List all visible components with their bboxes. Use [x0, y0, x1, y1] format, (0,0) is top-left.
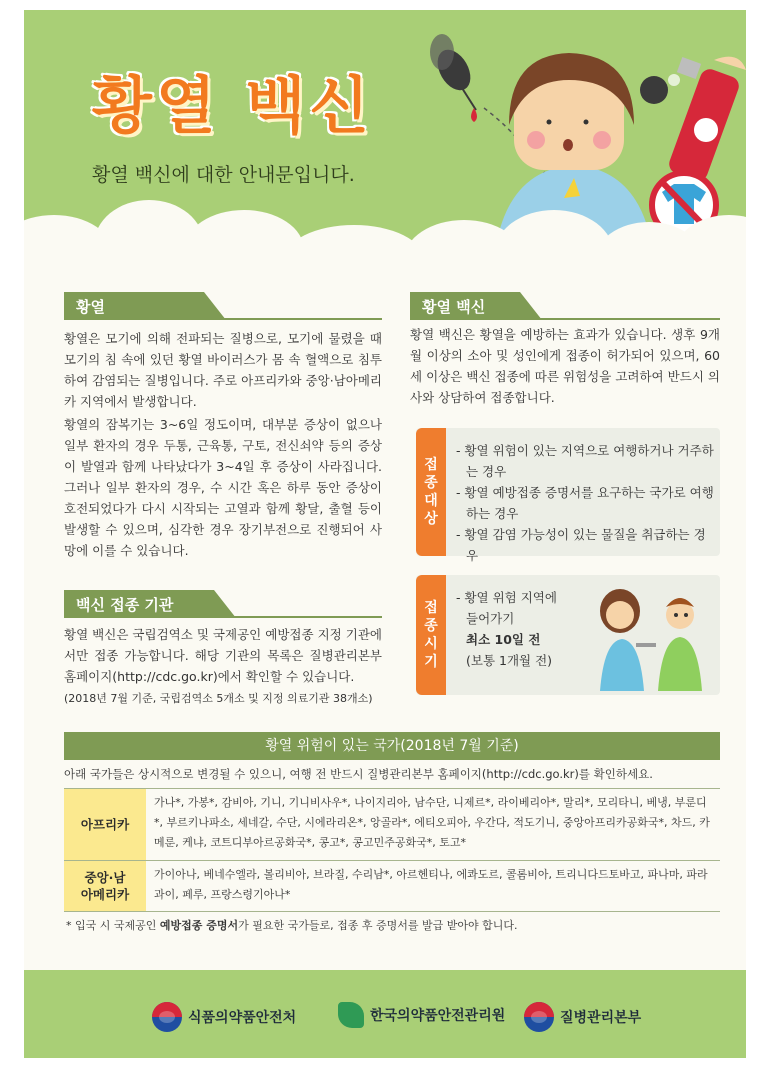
yellow-fever-paragraph-1: 황열은 모기에 의해 전파되는 질병으로, 모기에 물렸을 때 모기의 침 속에 있던 황열 바이러스가 몸 속 혈액으로 침투하여 감염되는 질병입니다. 주로 아프리카와 중앙·남아메리카 지역에서 발생합니다.	[64, 331, 382, 409]
org-mfds: 식품의약품안전처	[152, 1002, 296, 1032]
org-kids: 한국의약품안전관리원	[338, 1002, 505, 1028]
table-row-central-south-america	[64, 860, 720, 912]
list-item: - 황열 위험이 있는 지역으로 여행하거나 거주하는 경우	[456, 443, 714, 479]
vaccination-scene-illustration	[586, 581, 714, 691]
kids-logo-icon	[338, 1002, 364, 1028]
government-emblem-icon	[524, 1002, 554, 1032]
country-list: 가나*, 가봉*, 감비아, 기니, 기니비사우*, 나이지리아, 남수단, 니제르*, 라이베리아*, 말리*, 모리타니, 베냉, 부룬디*, 부르키나파소, 세네갈, 수단, 시에라리온*, 앙골라*, 에티오피아, 우간다, 적도기니, 중앙아프리카공화국*, 차드, 카메룬, 케냐, 코트디부아르공화국*, 콩고*, 콩고민주공화국*, 토고*	[154, 796, 710, 849]
list-item: - 황열 감염 가능성이 있는 물질을 취급하는 경우	[456, 527, 706, 563]
country-list: 가이아나, 베네수엘라, 볼리비아, 브라질, 수리남*, 아르헨티나, 에콰도르, 콜롬비아, 트리니다드토바고, 파나마, 파라과이, 페루, 프랑스령기아나*	[154, 868, 708, 901]
section-underline	[64, 318, 382, 320]
table-footnote: * 입국 시 국제공인 예방접종 증명서가 필요한 국가들로, 접종 후 증명서를 발급 받아야 합니다.	[66, 919, 518, 932]
vaccination-targets-box	[416, 428, 720, 563]
timing-list: - 황열 위험 지역에 들어가기 최소 10일 전 (보통 1개월 전)	[456, 587, 596, 671]
page-title: 황열 백신	[92, 69, 374, 142]
targets-tab: 접 종 대 상	[416, 428, 446, 556]
institutions-paragraph: 황열 백신은 국립검역소 및 국제공인 예방접종 지정 기관에서만 접종 가능합니다. 해당 기관의 목록은 질병관리본부 홈페이지(http://cdc.go.kr)에서 확인할 수 있습니다.	[64, 627, 382, 684]
risk-countries-description: 아래 국가들은 상시적으로 변경될 수 있으니, 여행 전 반드시 질병관리본부 홈페이지(http://cdc.go.kr)를 확인하세요.	[64, 767, 653, 781]
table-row-africa	[64, 788, 720, 860]
dead-mosquito-icon	[640, 74, 680, 104]
section-underline	[64, 616, 382, 618]
risk-countries-table-title: 황열 위험이 있는 국가(2018년 7월 기준)	[64, 732, 720, 760]
yellow-fever-paragraph-2: 황열의 잠복기는 3~6일 정도이며, 대부분 증상이 없으나 일부 환자의 경우 두통, 근육통, 구토, 전신쇠약 등의 증상이 발열과 함께 나타났다가 3~4일 후 증상이 사라집니다. 그러나 일부 환자의 경우, 수 시간 혹은 하루 동안 증상이 호전되었다가 다시 시작되는 고열과 함께 황달, 출혈 등이 발생할 수 있으며, 심각한 경우 장기부전으로 진행되어 사망에 이를 수 있습니다.	[64, 417, 382, 558]
section-underline	[410, 318, 720, 320]
timing-tab: 접 종 시 기	[416, 575, 446, 695]
vaccine-paragraph: 황열 백신은 황열을 예방하는 효과가 있습니다. 생후 9개월 이상의 소아 및 성인에게 접종이 허가되어 있으며, 60세 이상은 백신 접종에 따른 위험성을 고려하여 반드시 의사와 상담하여 접종합니다.	[410, 327, 720, 405]
spray-can-icon	[666, 57, 746, 184]
section-heading-institutions: 백신 접종 기관	[64, 590, 214, 618]
section-heading-yellow-fever: 황열	[64, 292, 204, 320]
timing-emphasis: 최소 10일 전	[466, 632, 541, 647]
region-label: 아프리카	[64, 789, 146, 860]
header-banner	[24, 10, 746, 260]
targets-list	[456, 440, 714, 566]
section-heading-vaccine: 황열 백신	[410, 292, 520, 320]
vaccination-timing-box	[416, 575, 720, 695]
org-kcdc: 질병관리본부	[524, 1002, 641, 1032]
flyer-page	[24, 10, 746, 1058]
footer-banner	[24, 970, 746, 1058]
page-subtitle: 황열 백신에 대한 안내문입니다.	[92, 164, 355, 186]
government-emblem-icon	[152, 1002, 182, 1032]
list-item: - 황열 예방접종 증명서를 요구하는 국가로 여행하는 경우	[456, 485, 714, 521]
region-label: 중앙·남 아메리카	[64, 861, 146, 911]
institutions-note: (2018년 7월 기준, 국립검역소 5개소 및 지정 의료기관 38개소)	[64, 692, 373, 705]
